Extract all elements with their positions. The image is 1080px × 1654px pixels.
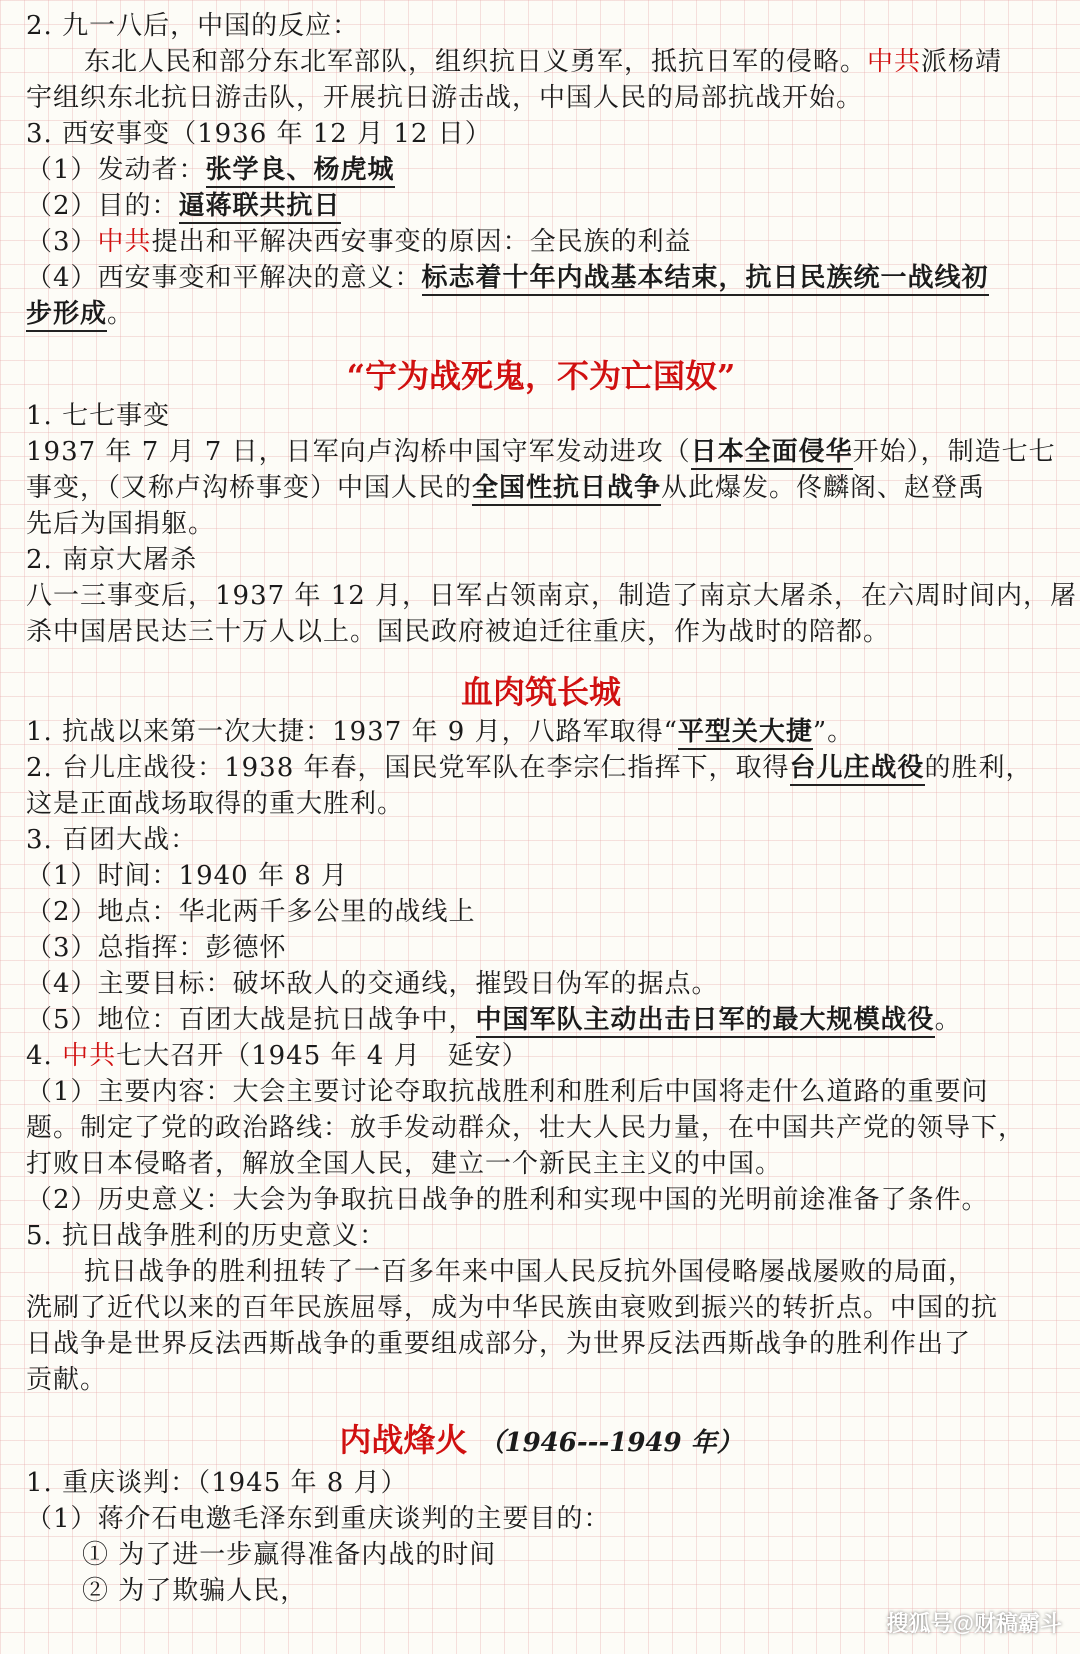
key-term: 逼蒋联共抗日 bbox=[179, 191, 341, 224]
text: 开始），制造七七 bbox=[852, 437, 1056, 467]
line: 1. 重庆谈判：（1945 年 8 月） bbox=[26, 1468, 408, 1498]
text: （1）发动者： bbox=[26, 155, 206, 185]
line bbox=[26, 224, 1056, 260]
key-term: 日本全面侵华 bbox=[691, 437, 853, 470]
line: 八一三事变后，1937 年 12 月，日军占领南京，制造了南京大屠杀，在六周时间内，屠 bbox=[26, 581, 1078, 611]
text: 。 bbox=[934, 1005, 962, 1035]
line bbox=[26, 750, 1056, 786]
line: 2. 九一八后，中国的反应： bbox=[26, 11, 360, 41]
text: 1. 抗战以来第一次大捷：1937 年 9 月，八路军取得“ bbox=[26, 717, 678, 747]
key-term: 标志着十年内战基本结束，抗日民族统一战线初 bbox=[422, 263, 989, 296]
line bbox=[26, 260, 1056, 296]
text: （4）西安事变和平解决的意义： bbox=[26, 263, 422, 293]
key-term: 全国性抗日战争 bbox=[472, 473, 661, 506]
highlight-ccp: 中共 bbox=[62, 1041, 117, 1071]
line: 3. 西安事变（1936 年 12 月 12 日） bbox=[26, 119, 492, 149]
line: （4）主要目标：破坏敌人的交通线，摧毁日伪军的据点。 bbox=[26, 969, 719, 999]
text: ”。 bbox=[812, 717, 855, 747]
section-full-war bbox=[26, 398, 1078, 650]
text: 事变，（又称卢沟桥事变）中国人民的 bbox=[26, 473, 473, 503]
text: 。 bbox=[107, 299, 135, 329]
section-resistance bbox=[26, 714, 1056, 1398]
line: 题。制定了党的政治路线：放手发动群众，壮大人民力量，在中国共产党的领导下， bbox=[26, 1113, 1026, 1143]
heading-slogan: “宁为战死鬼，不为亡国奴” bbox=[346, 357, 736, 395]
heading-years: （1946---1949 年） bbox=[478, 1428, 743, 1458]
line: （2）历史意义：大会为争取抗日战争的胜利和实现中国的光明前途准备了条件。 bbox=[26, 1185, 989, 1215]
line: 3. 百团大战： bbox=[26, 825, 198, 855]
line bbox=[26, 188, 1056, 224]
text: （2）目的： bbox=[26, 191, 179, 221]
line bbox=[26, 1002, 1056, 1038]
heading-text: 内战烽火 bbox=[339, 1421, 468, 1459]
line bbox=[26, 714, 1056, 750]
line bbox=[26, 434, 1056, 470]
line: 先后为国捐躯。 bbox=[26, 509, 216, 539]
text: 从此爆发。佟麟阁、赵登禹 bbox=[661, 473, 986, 503]
line bbox=[26, 152, 1056, 188]
highlight-ccp: 中共 bbox=[97, 227, 152, 257]
line: ② 为了欺骗人民， bbox=[82, 1576, 308, 1606]
text: 七大召开（1945 年 4 月 延安） bbox=[116, 1041, 529, 1071]
key-term: 中国军队主动出击日军的最大规模战役 bbox=[476, 1005, 935, 1038]
text: （5）地位：百团大战是抗日战争中， bbox=[26, 1005, 476, 1035]
text: 的胜利， bbox=[924, 753, 1033, 783]
text: 东北人民和部分东北军部队，组织抗日义勇军，抵抗日军的侵略。 bbox=[84, 47, 868, 77]
heading-civil-war bbox=[26, 1418, 1056, 1465]
line: 抗日战争的胜利扭转了一百多年来中国人民反抗外国侵略屡战屡败的局面， bbox=[84, 1257, 976, 1287]
key-term: 张学良、杨虎城 bbox=[206, 155, 395, 188]
key-term: 台儿庄战役 bbox=[790, 753, 925, 786]
text: 提出和平解决西安事变的原因：全民族的利益 bbox=[151, 227, 692, 257]
text: 2. 台儿庄战役：1938 年春，国民党军队在李宗仁指挥下，取得 bbox=[26, 753, 790, 783]
line: 这是正面战场取得的重大胜利。 bbox=[26, 789, 405, 819]
text: 派杨靖 bbox=[921, 47, 1003, 77]
line: ① 为了进一步赢得准备内战的时间 bbox=[82, 1540, 497, 1570]
line bbox=[26, 44, 1056, 80]
line: （1）时间：1940 年 8 月 bbox=[26, 861, 349, 891]
line: （3）总指挥：彭德怀 bbox=[26, 933, 287, 963]
section-chongqing bbox=[26, 1465, 1056, 1609]
line: 5. 抗日战争胜利的历史意义： bbox=[26, 1221, 387, 1251]
line: 2. 南京大屠杀 bbox=[26, 545, 198, 575]
line: 1. 七七事变 bbox=[26, 401, 171, 431]
line bbox=[26, 296, 1056, 332]
line: 宇组织东北抗日游击队，开展抗日游击战，中国人民的局部抗战开始。 bbox=[26, 83, 864, 113]
text: （3） bbox=[26, 227, 98, 257]
line bbox=[26, 470, 1056, 506]
key-term: 步形成 bbox=[26, 299, 107, 332]
line: 贡献。 bbox=[26, 1365, 108, 1395]
text: 4. bbox=[26, 1041, 63, 1071]
highlight-ccp: 中共 bbox=[867, 47, 922, 77]
line: 杀中国居民达三十万人以上。国民政府被迫迁往重庆，作为战时的陪都。 bbox=[26, 617, 891, 647]
line: （1）蒋介石电邀毛泽东到重庆谈判的主要目的： bbox=[26, 1504, 611, 1534]
line: （2）地点：华北两千多公里的战线上 bbox=[26, 897, 476, 927]
line bbox=[26, 1038, 1056, 1074]
heading-great-wall: 血肉筑长城 bbox=[460, 673, 621, 711]
line: 日战争是世界反法西斯战争的重要组成部分，为世界反法西斯战争的胜利作出了 bbox=[26, 1329, 972, 1359]
line: 打败日本侵略者，解放全国人民，建立一个新民主主义的中国。 bbox=[26, 1149, 783, 1179]
watermark: 搜狐号@财稿霸斗 bbox=[886, 1611, 1062, 1636]
key-term: 平型关大捷 bbox=[678, 717, 813, 750]
section-918 bbox=[26, 8, 1056, 332]
text: 1937 年 7 月 7 日，日军向卢沟桥中国守军发动进攻（ bbox=[26, 437, 691, 467]
notes-page bbox=[26, 8, 1078, 1609]
line: 洗刷了近代以来的百年民族屈辱，成为中华民族由衰败到振兴的转折点。中国的抗 bbox=[26, 1293, 999, 1323]
line: （1）主要内容：大会主要讨论夺取抗战胜利和胜利后中国将走什么道路的重要问 bbox=[26, 1077, 989, 1107]
